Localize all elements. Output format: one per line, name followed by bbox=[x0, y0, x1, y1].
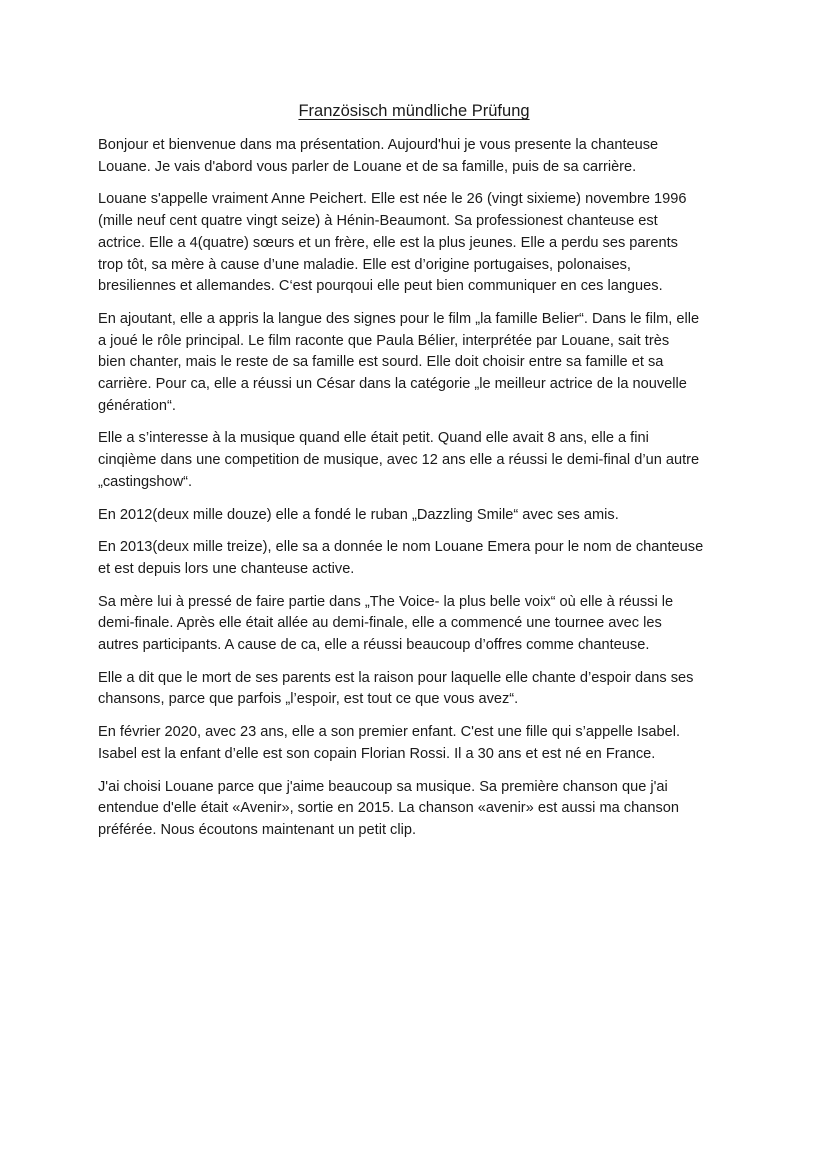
paragraph-childhood: Elle a s’interesse à la musique quand elle était petit. Quand elle avait 8 ans, elle a fini cinqième dans une competition de musique, avec 12 ans elle a réussi le demi-final d’un autre „castingshow“. bbox=[98, 430, 700, 490]
page-title bbox=[0, 100, 828, 122]
paragraph-2013: En 2013(deux mille treize), elle sa a donnée le nom Louane Emera pour le nom de chanteuse et est depuis lors une chanteuse active. bbox=[98, 539, 704, 577]
paragraph-intro: Bonjour et bienvenue dans ma présentation. Aujourd'hui je vous presente la chanteuse Louane. Je vais d'abord vous parler de Louane et de sa famille, puis de sa carrière. bbox=[98, 137, 659, 175]
page-title-text: Französisch mündliche Prüfung bbox=[298, 102, 530, 120]
paragraph-hope: Elle a dit que le mort de ses parents est la raison pour laquelle elle chante d’espoir dans ses chansons, parce que parfois „l’espoir, est tout ce que vous avez“. bbox=[98, 669, 694, 708]
document-body bbox=[98, 135, 738, 853]
paragraph-film: En ajoutant, elle a appris la langue des signes pour le film „la famille Belier“. Dans le film, elle a joué le rôle principal. Le film raconte que Paula Bélier, interprétée par Louane, sait très bien chanter, mais le reste de sa famille est sourd. Elle doit choisir entre sa famille et sa carrière. Pour ca, elle a réussi un César dans la catégorie „le meilleur actrice de la nouvelle génération“. bbox=[98, 310, 700, 414]
paragraph-family-2020: En février 2020, avec 23 ans, elle a son premier enfant. C'est une fille qui s’appelle Isabel. Isabel est la enfant d’elle est son copain Florian Rossi. Il a 30 ans et est né en France. bbox=[98, 724, 681, 762]
paragraph-2012: En 2012(deux mille douze) elle a fondé le ruban „Dazzling Smile“ avec ses amis. bbox=[98, 506, 619, 523]
paragraph-biography: Louane s'appelle vraiment Anne Peichert. Elle est née le 26 (vingt sixieme) novembre 1996 (mille neuf cent quatre vingt seize) à Hénin-Beaumont. Sa professionest chanteuse est actrice. Elle a 4(quatre) sœurs et un frère, elle est la plus jeunes. Elle a perdu ses parents trop tôt, sa mère à cause d’une maladie. Elle est d’origine portugaises, polonaises, bresiliennes et allemandes. C‘est pourqoui elle peut bien communiquer en ces langues. bbox=[98, 191, 687, 295]
paragraph-conclusion: J'ai choisi Louane parce que j'aime beaucoup sa musique. Sa première chanson que j'ai entendue d'elle était «Avenir», sortie en 2015. La chanson «avenir» est aussi ma chanson préférée. Nous écoutons maintenant un petit clip. bbox=[98, 778, 679, 838]
paragraph-the-voice: Sa mère lui à pressé de faire partie dans „The Voice- la plus belle voix“ où elle à réussi le demi-finale. Après elle était allée au demi-finale, elle a commencé une tournee avec les autres participants. A cause de ca, elle a réussi beaucoup d’offres comme chanteuse. bbox=[98, 593, 674, 654]
